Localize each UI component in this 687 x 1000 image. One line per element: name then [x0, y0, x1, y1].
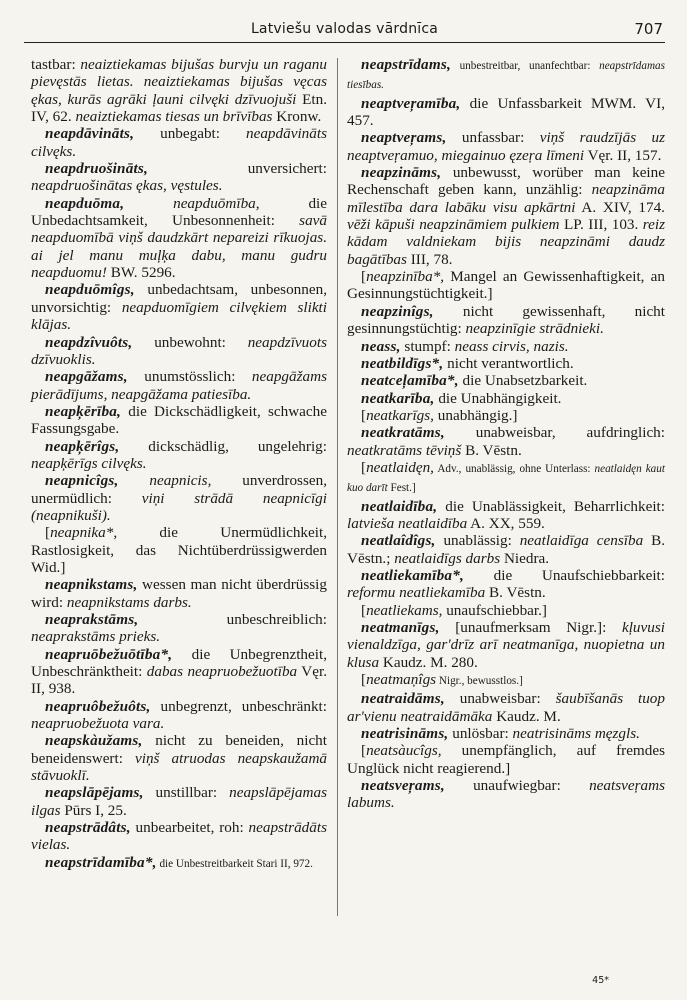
example-text: neatlaidīga censība	[519, 532, 644, 550]
example-text: kļuvusi vienaldzīga, gar'drīz arī neatmanīga, nuopietna un klusa	[347, 619, 665, 671]
dictionary-entry	[31, 472, 327, 524]
example-text: neapzināma mīlestība dara labāku visu apkārtni	[347, 181, 665, 216]
definition-text: nicht zu beneiden, nicht beneidenswert:	[31, 732, 327, 767]
headword: neapzināms,	[361, 164, 442, 182]
example-text: viņi strādā neapnicīgi (neapnikuši).	[31, 489, 327, 524]
definition-text: [	[361, 406, 367, 424]
dictionary-entry	[31, 125, 327, 160]
running-header	[24, 20, 665, 43]
definition-text: dickschädlig, ungelehrig:	[119, 437, 327, 455]
dictionary-entry	[31, 698, 327, 733]
definition-text: unbegabt:	[134, 125, 246, 143]
headword: neatbildīgs*,	[361, 354, 444, 372]
example-text: neatrisināms męzgls.	[512, 725, 640, 743]
example-text: savā neapduomībā viņš daudzkārt nepareizi rīkuojas. ai jel manu muļķa dabu, manu gudru neapduomu!	[31, 212, 327, 282]
headword: neaptveŗams,	[361, 129, 447, 147]
example-text: neatsàucîgs,	[366, 742, 442, 760]
definition-text: unaufschiebbar.]	[442, 601, 547, 619]
definition-text: die Unaufschiebbarkeit:	[463, 566, 665, 584]
headword: neatrisināms,	[361, 725, 449, 743]
headword: neapduōma,	[45, 194, 125, 212]
example-text: neapķērīgs cilvęks.	[31, 454, 147, 472]
left-column	[31, 56, 327, 873]
definition-text: die Unbestreitbarkeit Stari II, 972.	[156, 857, 313, 870]
headword: neapduōmîgs,	[45, 281, 135, 299]
headword: neatlaidība,	[361, 497, 438, 515]
right-column	[347, 56, 665, 812]
headword: neass,	[361, 337, 401, 355]
headword: neaprakstāms,	[45, 611, 139, 628]
example-text: neapdāvināts cilvęks.	[31, 125, 327, 160]
column-divider	[337, 58, 338, 916]
headword: neatmanīgs,	[361, 619, 440, 636]
definition-text: unbedachtsam, unbesonnen, unvorsichtig:	[31, 281, 327, 316]
definition-text: unabweisbar:	[444, 690, 556, 708]
dictionary-entry	[31, 576, 327, 611]
headword: neapstrīdamība*,	[45, 853, 157, 871]
headword: neapruôbežuôts,	[45, 697, 151, 715]
headword: neapskàužams,	[45, 732, 143, 750]
definition-text: [	[361, 671, 367, 689]
headword: neapgāžams,	[45, 368, 128, 386]
definition-text: unabweisbar, aufdringlich:	[444, 424, 665, 442]
example-text: neapstrīdamas tiesības.	[347, 60, 665, 92]
example-text: neapnika*,	[50, 524, 118, 542]
definition-text: Pūrs I, 25.	[60, 801, 127, 819]
definition-text: [	[361, 458, 367, 476]
definition-text: unbewusst, worüber man keine Rechenschaft geben kann, unzählig:	[347, 164, 665, 199]
dictionary-entry	[31, 195, 327, 282]
example-text: neatlaidęn,	[366, 458, 434, 476]
dictionary-entry	[347, 268, 665, 303]
dictionary-entry	[31, 854, 327, 873]
definition-text: Etn. IV, 62.	[31, 90, 327, 126]
headword: neatlaîdîgs,	[361, 532, 436, 550]
definition-text: [	[361, 601, 367, 619]
example-text: neaiztiekamas bijušas burvju un raganu pievęstās lietas. neaiztiekamas bijušas vęcas ękas, kurās agrāki ļauni cilvęki dzīvuojuši	[31, 56, 327, 108]
headword: neapdruošināts,	[45, 160, 149, 178]
definition-text: B. Vēstn.	[461, 441, 522, 459]
headword: neatsveŗams,	[361, 777, 445, 795]
headword: neapslāpējams,	[45, 784, 144, 802]
definition-text: die Unfassbarkeit MWM. VI, 457.	[347, 94, 665, 130]
example-text: neatsveŗams labums.	[347, 777, 665, 812]
dictionary-entry	[31, 368, 327, 403]
definition-text: unverdrossen, unermüdlich:	[31, 472, 327, 507]
example-text: šaubīšanās tuop ar'vienu neatraidāmāka	[347, 690, 665, 725]
example-text: neatkratāms tēviņš	[347, 441, 462, 459]
headword: neapstrīdams,	[361, 56, 451, 73]
example-text: neapgāžams pierādījums, neapgāžama patiesība.	[31, 368, 327, 403]
headword: neatraidāms,	[361, 690, 445, 708]
headword: neapdzîvuôts,	[45, 333, 133, 351]
headword: neaptveŗamība,	[361, 94, 461, 112]
example-text: neapzinība*,	[366, 268, 445, 286]
definition-text	[124, 195, 173, 212]
dictionary-entry	[347, 303, 665, 338]
dictionary-entry	[347, 129, 665, 164]
example-text: neapslāpējamas ilgas	[31, 784, 327, 819]
definition-text	[119, 472, 150, 489]
definition-text: [	[45, 524, 51, 542]
example-text: neatlaidīgs darbs	[394, 549, 501, 567]
definition-text: die Unablässigkeit, Beharrlichkeit:	[437, 497, 665, 515]
definition-text: die Unbegrenztheit, Unbeschränktheit:	[31, 645, 327, 681]
dictionary-entry	[347, 459, 665, 498]
definition-text: Adv., unablässig, ohne Unterlass:	[433, 462, 595, 475]
dictionary-entry	[31, 646, 327, 698]
definition-text: Mangel an Gewissenhaftigkeit, an Gesinnungstüchtigkeit.]	[347, 268, 665, 303]
dictionary-entry	[31, 403, 327, 438]
dictionary-entry	[31, 611, 327, 646]
example-text: neapruobežuota vara.	[31, 715, 165, 733]
definition-text: wessen man nicht überdrüssig wird:	[31, 576, 327, 611]
definition-text: unablässig:	[435, 532, 520, 550]
definition-text: die Unabhängigkeit.	[434, 389, 562, 407]
page-title: Latviešu valodas vārdnīca	[250, 21, 439, 37]
headword: neapķērība,	[45, 402, 122, 420]
headword: neapzinîgs,	[361, 302, 434, 320]
definition-text: Vęr. II, 938.	[31, 663, 328, 698]
example-text: neaprakstāms prieks.	[31, 628, 161, 646]
definition-text: Niedra.	[500, 549, 550, 567]
dictionary-entry	[347, 407, 665, 424]
example-text: neatliekams,	[366, 601, 443, 619]
definition-text: tastbar:	[31, 56, 81, 73]
dictionary-entry	[347, 532, 665, 567]
definition-text: A. XX, 559.	[467, 514, 545, 532]
dictionary-entry	[347, 725, 665, 742]
example-text: vēži kāpuši neapzināmiem pulkiem	[347, 216, 560, 234]
example-text: viņš raudzījās uz neaptveŗamuo, miegainuo ęzeŗa līmeni	[347, 129, 666, 164]
dictionary-entry	[31, 334, 327, 369]
definition-text: B. Vēstn.;	[347, 532, 666, 567]
dictionary-entry	[347, 567, 665, 602]
dictionary-entry	[347, 602, 665, 619]
definition-text: die Dickschädligkeit, schwache Fassungsgabe.	[31, 402, 327, 438]
definition-text: Vęr. II, 157.	[584, 146, 662, 164]
definition-text: Kronw.	[272, 108, 322, 126]
headword: neapdāvināts,	[45, 125, 135, 143]
dictionary-entry	[31, 281, 327, 333]
definition-text: stumpf:	[400, 337, 455, 355]
example-text: neatkarīgs,	[366, 406, 434, 424]
headword: neapnikstams,	[45, 576, 138, 594]
dictionary-entry	[347, 56, 665, 95]
headword: neatliekamība*,	[361, 566, 464, 584]
example-text: latvieša neatlaidība	[347, 514, 468, 532]
example-text: neass cirvis, nazis.	[454, 337, 569, 355]
definition-text: die Unermüdlichkeit, Rastlosigkeit, das Nichtüberdrüssigwerden Wid.]	[31, 524, 327, 576]
definition-text: Fest.]	[387, 482, 416, 495]
dictionary-entry	[347, 355, 665, 372]
dictionary-entry	[347, 95, 665, 130]
example-text: neapnicis,	[149, 472, 212, 490]
page-number: 707	[634, 20, 663, 38]
definition-text: unversichert:	[148, 160, 327, 178]
definition-text: unlösbar:	[448, 725, 513, 743]
example-text: neaiztiekamas tiesas un brīvības	[75, 108, 273, 126]
example-text: neapduomīgiem cilvękiem slikti klājas.	[31, 298, 327, 334]
definition-text: die Unabsetzbarkeit.	[458, 372, 588, 390]
definition-text: unaufwiegbar:	[444, 777, 590, 795]
headword: neatceļamība*,	[361, 372, 459, 390]
example-text: neapdruošinātas ękas, vęstules.	[31, 177, 223, 195]
dictionary-entry	[31, 784, 327, 819]
example-text: viņš atruodas neapskaužamā stāvuoklī.	[31, 749, 328, 785]
example-text: neapstrādāts vielas.	[31, 819, 327, 854]
example-text: reiz kādam valdniekam bijis neapzināmi daudz bagātības	[347, 216, 665, 268]
definition-text: unfassbar:	[446, 129, 540, 147]
headword: neapruōbežuōtība*,	[45, 645, 173, 663]
example-text: neatlaidęn kaut kuo darīt	[347, 462, 665, 495]
definition-text: Kaudz. M.	[492, 707, 561, 725]
dictionary-entry	[347, 372, 665, 389]
definition-text: LP. III, 103.	[559, 216, 643, 234]
definition-text: Kaudz. M. 280.	[379, 653, 478, 671]
example-text: neapzinīgie strādnieki.	[465, 320, 604, 338]
definition-text: Nigr., bewusstlos.]	[436, 675, 523, 688]
definition-text: nicht gewissenhaft, nicht gesinnungstüchtig:	[347, 302, 665, 338]
dictionary-entry	[31, 819, 327, 854]
dictionary-entry	[31, 160, 327, 195]
example-text: neapdzīvuots dzīvuoklis.	[31, 333, 327, 368]
definition-text: unbestreitbar, unanfechtbar:	[450, 60, 600, 72]
dictionary-entry	[31, 524, 327, 576]
definition-text: unumstösslich:	[127, 368, 252, 386]
headword: neapstrādâts,	[45, 819, 131, 837]
dictionary-entry	[347, 498, 665, 533]
definition-text: unempfänglich, auf fremdes Unglück nicht reagierend.]	[347, 742, 665, 777]
signature-mark: 45*	[592, 975, 609, 986]
dictionary-entry	[347, 742, 665, 777]
dictionary-entry	[31, 732, 327, 784]
dictionary-entry	[347, 777, 665, 812]
dictionary-entry	[31, 56, 327, 125]
headword: neatkratāms,	[361, 424, 445, 442]
definition-text: nicht verantwortlich.	[443, 354, 574, 372]
definition-text: [	[361, 268, 367, 286]
example-text: reformu neatliekamība	[347, 584, 486, 602]
headword: neatkarība,	[361, 389, 435, 407]
dictionary-entry	[347, 164, 665, 268]
definition-text: unbeschreiblich:	[138, 611, 327, 628]
example-text: neapnikstams darbs.	[66, 593, 192, 611]
definition-text: A. XIV, 174.	[575, 198, 665, 216]
example-text: neatmaņîgs	[366, 671, 437, 689]
definition-text: III, 78.	[406, 250, 453, 268]
dictionary-entry	[347, 619, 665, 671]
definition-text: unbegrenzt, unbeschränkt:	[150, 697, 327, 715]
definition-text: unabhängig.]	[433, 406, 518, 424]
dictionary-entry	[347, 690, 665, 725]
headword: neapnicîgs,	[45, 472, 119, 490]
headword: neapķērîgs,	[45, 437, 120, 455]
definition-text: B. Vēstn.	[485, 584, 546, 602]
definition-text: [unaufmerksam Nigr.]:	[439, 619, 622, 636]
dictionary-entry	[347, 390, 665, 407]
example-text: neapduōmība,	[173, 194, 260, 212]
example-text: dabas neapruobežuotība	[146, 663, 298, 681]
definition-text: unbearbeitet, roh:	[130, 819, 249, 837]
dictionary-entry	[347, 338, 665, 355]
dictionary-entry	[347, 671, 665, 690]
dictionary-entry	[31, 438, 327, 473]
definition-text: unstillbar:	[143, 784, 230, 802]
definition-text: BW. 5296.	[106, 264, 176, 282]
dictionary-entry	[347, 424, 665, 459]
definition-text: [	[361, 742, 367, 760]
definition-text: unbewohnt:	[132, 333, 248, 351]
definition-text: die Unbedachtsamkeit, Unbesonnenheit:	[31, 194, 327, 230]
